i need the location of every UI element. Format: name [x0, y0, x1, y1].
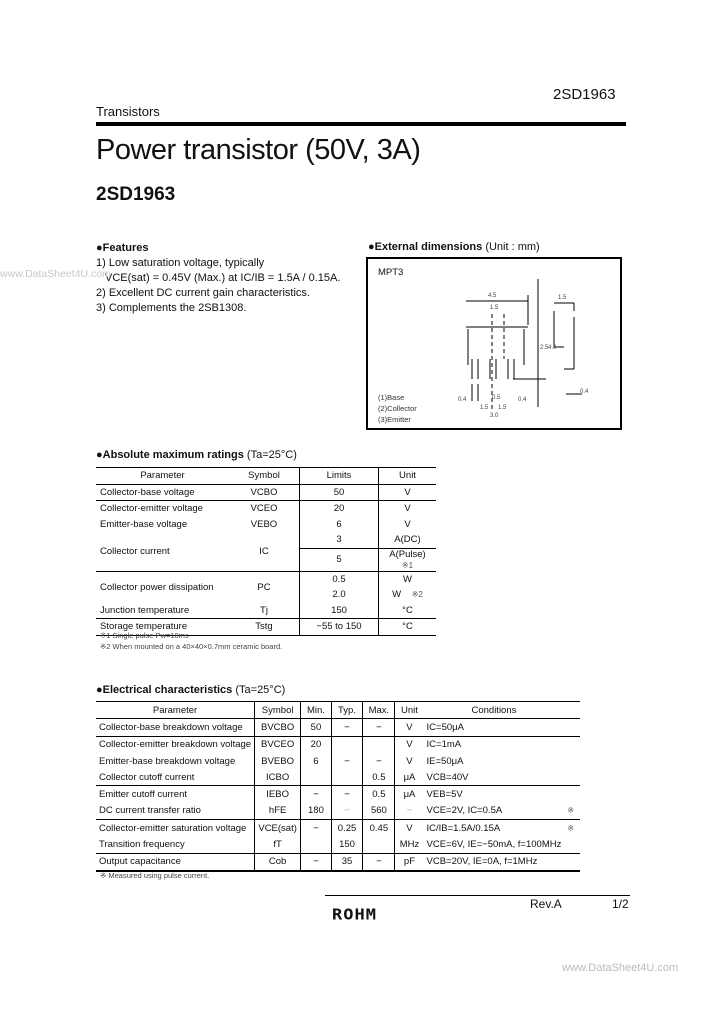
table-row: Collector current IC 3 A(DC)	[96, 532, 436, 548]
table-row: Emitter-base breakdown voltage BVEBO 6 − − V IE=50μA	[96, 753, 580, 769]
page-title: Power transistor (50V, 3A)	[96, 134, 421, 166]
features-heading: ●Features	[96, 242, 149, 254]
svg-text:0.4: 0.4	[458, 397, 467, 403]
package-name: MPT3	[378, 267, 404, 278]
svg-text:0.4: 0.4	[580, 389, 589, 395]
table-row: Collector-base breakdown voltage BVCBO 50 − − V IC=50μA	[96, 719, 580, 736]
svg-text:0.4: 0.4	[518, 397, 527, 403]
watermark-link[interactable]: www.DataSheet4U.com	[0, 268, 111, 280]
part-number-title: 2SD1963	[96, 184, 176, 205]
table-row: Collector-emitter saturation voltage VCE(sat) − 0.25 0.45 V IC/IB=1.5A/0.15A ※	[96, 820, 580, 837]
footer-divider	[325, 895, 630, 896]
feature-line: 1) Low saturation voltage, typically	[96, 257, 265, 269]
watermark-link[interactable]: www.DataSheet4U.com	[562, 962, 679, 974]
features-section	[96, 241, 340, 316]
table-header-row: Parameter Symbol Limits Unit	[96, 468, 436, 485]
table-row: Emitter-base voltage VEBO 6 V	[96, 517, 436, 533]
abs-max-table	[96, 467, 436, 636]
electrical-note: ※ Measured using pulse current.	[100, 871, 210, 880]
electrical-table	[96, 701, 580, 872]
table-row: Junction temperature Tj 150 °C	[96, 603, 436, 619]
svg-text:1.5: 1.5	[498, 405, 507, 411]
feature-line: VCE(sat) = 0.45V (Max.) at IC/IB = 1.5A / 0.15A.	[105, 272, 341, 284]
table-row: 2.0 W ※2	[96, 587, 436, 603]
abs-max-heading: ●Absolute maximum ratings (Ta=25°C)	[96, 449, 297, 461]
rohm-logo: ROHM	[332, 906, 377, 924]
abs-max-notes: ※1 Single pulse Pw=10ms ※2 When mounted on a 40×40×0.7mm ceramic board.	[100, 631, 283, 651]
table-row: 5 A(Pulse) ※1	[96, 548, 436, 571]
table-row: Collector-emitter breakdown voltage BVCEO 20 V IC=1mA	[96, 736, 580, 753]
svg-text:0.5: 0.5	[492, 395, 501, 401]
bullet-icon: ●	[96, 684, 103, 696]
table-row: Emitter cutoff current IEBO − − 0.5 μA VEB=5V	[96, 786, 580, 803]
svg-text:4.0: 4.0	[548, 345, 557, 351]
page-number: 1/2	[612, 897, 629, 911]
svg-text:1.5: 1.5	[490, 305, 499, 311]
dimension-drawing-box	[366, 257, 622, 430]
table-row: DC current transfer ratio hFE 180 − 560 − VCE=2V, IC=0.5A ※	[96, 803, 580, 820]
part-number-header: 2SD1963	[553, 86, 616, 103]
svg-text:1.5: 1.5	[480, 405, 489, 411]
svg-text:3.0: 3.0	[490, 413, 499, 419]
table-row: Collector-base voltage VCBO 50 V	[96, 484, 436, 501]
bullet-icon: ●	[368, 241, 375, 253]
feature-line: 3) Complements the 2SB1308.	[96, 302, 247, 314]
electrical-heading: ●Electrical characteristics (Ta=25°C)	[96, 684, 286, 696]
svg-text:1.5: 1.5	[558, 295, 567, 301]
category-label: Transistors	[96, 104, 160, 119]
table-row: Collector cutoff current ICBO 0.5 μA VCB=40V	[96, 769, 580, 786]
table-row: Collector-emitter voltage VCEO 20 V	[96, 501, 436, 517]
table-row: Transition frequency fT 150 MHz VCE=6V, IE=−50mA, f=100MHz	[96, 836, 580, 853]
table-row: Collector power dissipation PC 0.5 W	[96, 571, 436, 587]
table-header-row: Parameter Symbol Min. Typ. Max. Unit Conditions	[96, 702, 580, 719]
svg-text:4.5: 4.5	[488, 293, 497, 299]
feature-line: 2) Excellent DC current gain characteristics.	[96, 287, 310, 299]
header-divider	[96, 122, 626, 126]
table-row: Output capacitance Cob − 35 − pF VCB=20V, IE=0A, f=1MHz	[96, 853, 580, 871]
external-dimensions-heading: ●External dimensions (Unit : mm)	[368, 241, 540, 253]
svg-text:2.5: 2.5	[540, 345, 549, 351]
bullet-icon: ●	[96, 449, 103, 461]
bullet-icon: ●	[96, 242, 103, 254]
revision-label: Rev.A	[530, 897, 562, 911]
table-row: Storage temperature Tstg −55 to 150 °C	[96, 619, 436, 636]
pin-legend: (1)Base (2)Collector (3)Emitter	[378, 393, 417, 424]
